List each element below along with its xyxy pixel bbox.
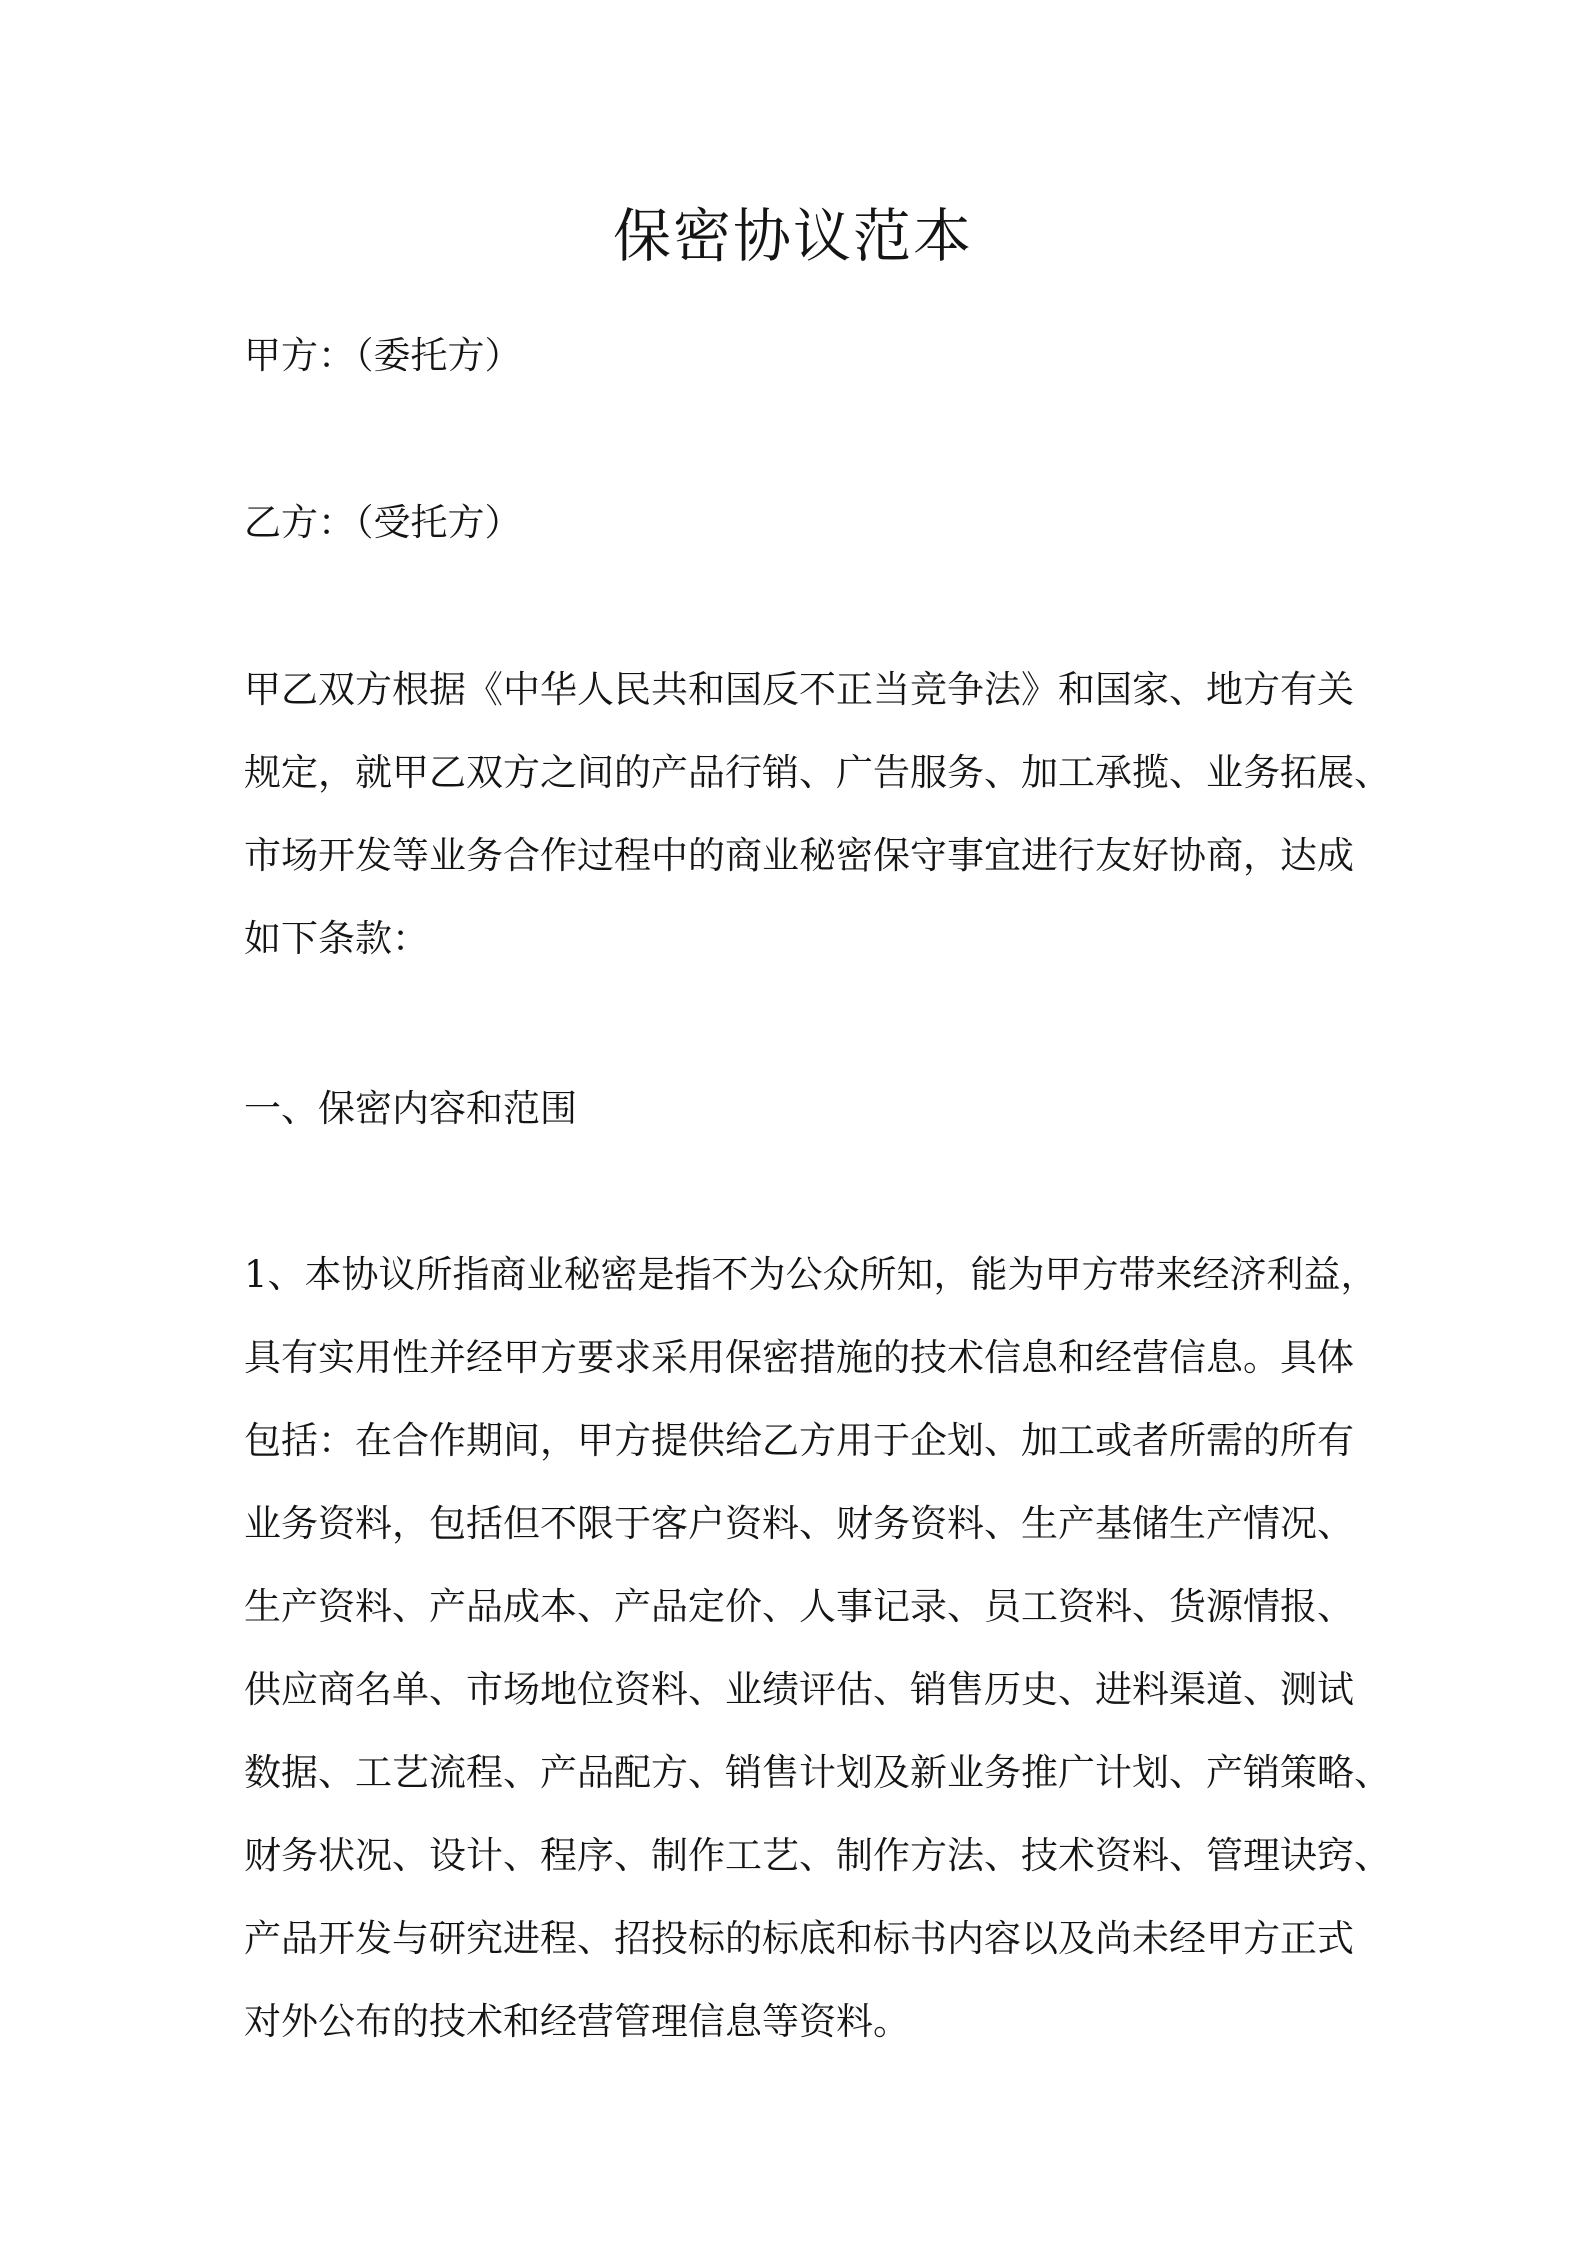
- clause-line: 供应商名单、市场地位资料、业绩评估、销售历史、进料渠道、测试: [244, 1668, 1354, 1711]
- clause-line: 对外公布的技术和经营管理信息等资料。: [244, 2000, 910, 2043]
- section-1-heading: 一、保密内容和范围: [244, 1087, 577, 1130]
- clause-line: 生产资料、产品成本、产品定价、人事记录、员工资料、货源情报、: [244, 1585, 1354, 1628]
- intro-line: 规定，就甲乙双方之间的产品行销、广告服务、加工承揽、业务拓展、: [244, 751, 1391, 794]
- clause-line: 包括：在合作期间，甲方提供给乙方用于企划、加工或者所需的所有: [244, 1419, 1354, 1462]
- intro-line: 如下条款：: [244, 917, 429, 960]
- intro-paragraph: [244, 664, 1391, 996]
- clause-line: 1、本协议所指商业秘密是指不为公众所知，能为甲方带来经济利益，: [244, 1253, 1378, 1296]
- clause-line: 数据、工艺流程、产品配方、销售计划及新业务推广计划、产销策略、: [244, 1751, 1391, 1794]
- clause-line: 财务状况、设计、程序、制作工艺、制作方法、技术资料、管理诀窍、: [244, 1834, 1391, 1877]
- clause-1-paragraph: [244, 1249, 1391, 2079]
- intro-line: 甲乙双方根据《中华人民共和国反不正当竞争法》和国家、地方有关: [244, 668, 1354, 711]
- intro-line: 市场开发等业务合作过程中的商业秘密保守事宜进行友好协商，达成: [244, 834, 1354, 877]
- document-title: 保密协议范本: [612, 202, 973, 270]
- clause-line: 具有实用性并经甲方要求采用保密措施的技术信息和经营信息。具体: [244, 1336, 1354, 1379]
- clause-line: 业务资料，包括但不限于客户资料、财务资料、生产基储生产情况、: [244, 1502, 1354, 1545]
- party-b-line: 乙方：（受托方）: [244, 501, 522, 544]
- party-a-line: 甲方：（委托方）: [244, 334, 522, 377]
- clause-line: 产品开发与研究进程、招投标的标底和标书内容以及尚未经甲方正式: [244, 1917, 1354, 1960]
